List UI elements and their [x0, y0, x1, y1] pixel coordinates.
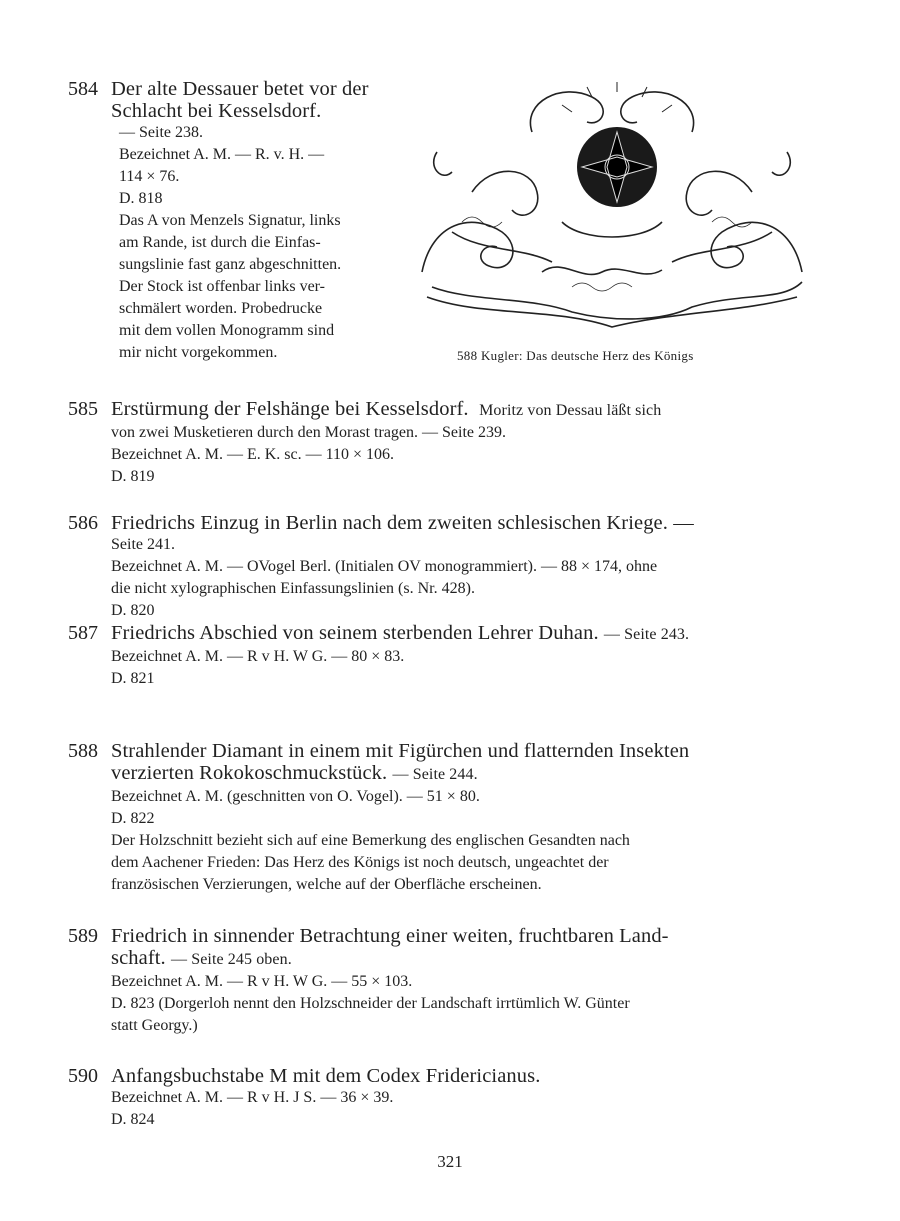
entry-note: dem Aachener Frieden: Das Herz des Königs ist noch deutsch, ungeachtet der — [111, 854, 609, 871]
entry-number: 584 — [68, 78, 98, 100]
entry-d-number: D. 821 — [111, 670, 155, 687]
entry-signature: Bezeichnet A. M. — E. K. sc. — 110 × 106. — [111, 446, 395, 463]
entry-dimensions: 114 × 76. — [119, 168, 180, 185]
entry-title-tail: — Seite 244. — [392, 766, 478, 783]
entry-note: mit dem vollen Monogramm sind — [119, 322, 335, 339]
entry-note: schmälert worden. Probedrucke — [119, 300, 323, 317]
entry-note: mir nicht vorgekommen. — [119, 344, 278, 361]
catalog-entry-586 — [68, 512, 810, 622]
entry-title-cont: verzierten Rokokoschmuckstück. — [111, 762, 388, 784]
entry-description: von zwei Musketieren durch den Morast tragen. — Seite 239. — [111, 424, 507, 441]
entry-title: Anfangsbuchstabe M mit dem Codex Fridericianus. — [111, 1065, 541, 1087]
entry-title: Der alte Dessauer betet vor der Schlacht bei Kesselsdorf. — [111, 78, 369, 122]
catalog-entry-587 — [68, 622, 810, 690]
entry-note: statt Georgy.) — [111, 1017, 198, 1034]
entry-number: 586 — [68, 512, 98, 534]
page-number: 321 — [437, 1152, 463, 1171]
entry-d-number: D. 823 (Dorgerloh nennt den Holzschneider der Landschaft irrtümlich W. Günter — [111, 995, 630, 1012]
entry-note: Das A von Menzels Signatur, links — [119, 212, 341, 229]
entry-signature: Bezeichnet A. M. (geschnitten von O. Vogel). — 51 × 80. — [111, 788, 480, 805]
entry-title-tail: — Seite 243. — [603, 626, 690, 643]
entry-number: 590 — [68, 1065, 98, 1087]
entry-title: Friedrich in sinnender Betrachtung einer weiten, fruchtbaren Land- — [111, 925, 669, 947]
entry-note: französischen Verzierungen, welche auf der Oberfläche erscheinen. — [111, 876, 542, 893]
entry-note: Der Stock ist offenbar links ver- — [119, 278, 325, 295]
entry-title-tail: Moritz von Dessau läßt sich — [479, 402, 662, 419]
rococo-diamond-illustration — [412, 72, 812, 334]
entry-signature: Bezeichnet A. M. — R v H. W G. — 55 × 103. — [111, 973, 413, 990]
entry-d-number: D. 822 — [111, 810, 155, 827]
catalog-entry-588 — [68, 740, 810, 896]
entry-page-ref: Seite 241. — [111, 536, 175, 553]
entry-title: Friedrichs Abschied von seinem sterbenden Lehrer Duhan. — [111, 622, 599, 644]
entry-signature: Bezeichnet A. M. — OVogel Berl. (Initialen OV monogrammiert). — 88 × 174, ohne — [111, 558, 658, 575]
figure-caption: 588 Kugler: Das deutsche Herz des Königs — [457, 348, 694, 363]
entry-signature: Bezeichnet A. M. — R. v. H. — — [119, 146, 325, 163]
entry-d-number: D. 820 — [111, 602, 155, 619]
entry-number: 585 — [68, 398, 98, 420]
entry-signature: Bezeichnet A. M. — R v H. W G. — 80 × 83. — [111, 648, 405, 665]
catalog-entry-585 — [68, 398, 810, 488]
entry-note: am Rande, ist durch die Einfas- — [119, 234, 321, 251]
entry-title-cont: schaft. — [111, 947, 166, 969]
entry-title: Erstürmung der Felshänge bei Kesselsdorf. — [111, 398, 469, 420]
catalog-entry-589 — [68, 925, 810, 1037]
catalog-entry-584 — [68, 78, 398, 364]
entry-d-number: D. 819 — [111, 468, 155, 485]
entry-d-number: D. 818 — [119, 190, 163, 207]
entry-signature: Bezeichnet A. M. — R v H. J S. — 36 × 39. — [111, 1089, 394, 1106]
entry-number: 587 — [68, 622, 98, 644]
catalog-entry-590 — [68, 1065, 810, 1131]
entry-title: Friedrichs Einzug in Berlin nach dem zweiten schlesischen Kriege. — — [111, 512, 694, 534]
entry-d-number: D. 824 — [111, 1111, 155, 1128]
entry-title-tail: — Seite 245 oben. — [171, 951, 292, 968]
entry-signature-cont: die nicht xylographischen Einfassungslinien (s. Nr. 428). — [111, 580, 475, 597]
entry-title: Strahlender Diamant in einem mit Figürchen und flatternden Insekten — [111, 740, 690, 762]
entry-note: sungslinie fast ganz abgeschnitten. — [119, 256, 342, 273]
entry-number: 588 — [68, 740, 98, 762]
entry-page-ref: — Seite 238. — [119, 124, 203, 141]
entry-number: 589 — [68, 925, 98, 947]
entry-note: Der Holzschnitt bezieht sich auf eine Bemerkung des englischen Gesandten nach — [111, 832, 630, 849]
